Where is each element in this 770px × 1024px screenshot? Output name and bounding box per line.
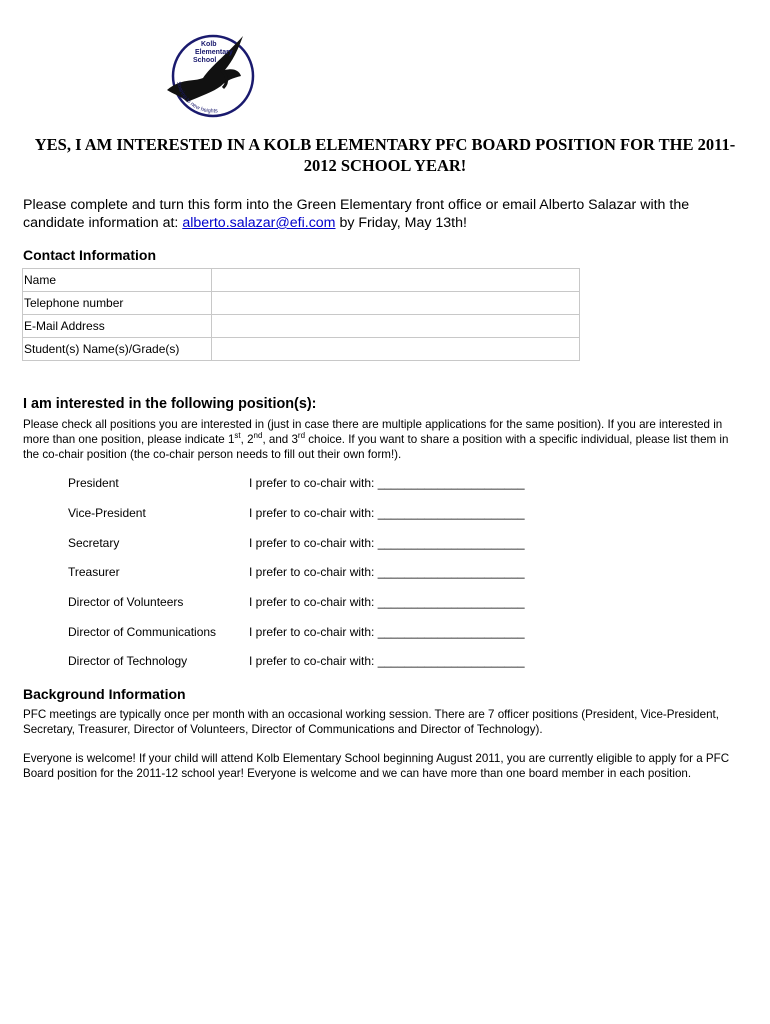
cochair-field[interactable]: I prefer to co-chair with: ______________________ <box>249 565 525 579</box>
svg-text:Soaring to new heights: Soaring to new heights <box>174 81 219 115</box>
field-label: Telephone number <box>23 292 212 315</box>
background-paragraph-2: Everyone is welcome! If your child will attend Kolb Elementary School beginning August 2011, you are currently eligible to apply for a PFC Board position for the 2011-12 school year! Everyone is welcome and we can have more than one board member in each position. <box>23 752 730 780</box>
position-label: Vice-President <box>68 506 146 520</box>
table-row <box>23 292 580 315</box>
name-field[interactable] <box>212 269 580 292</box>
contact-table <box>22 268 580 361</box>
cochair-field[interactable]: I prefer to co-chair with: ______________________ <box>249 625 525 639</box>
positions-instructions: Please check all positions you are interested in (just in case there are multiple applications for the same position). If you are interested in more than one position, please indicate 1st, 2nd, and 3rd choice. If you want to share a position with a specific individual, please list them in the co-chair position (the co-chair person needs to fill out their own form!). <box>23 418 729 461</box>
cochair-field[interactable]: I prefer to co-chair with: ______________________ <box>249 536 525 550</box>
position-label: President <box>68 476 119 490</box>
position-label: Secretary <box>68 536 120 550</box>
school-logo <box>163 30 258 120</box>
email-link[interactable]: alberto.salazar@efi.com <box>182 215 336 231</box>
email-field[interactable] <box>212 315 580 338</box>
page-title: YES, I AM INTERESTED IN A KOLB ELEMENTARY PFC BOARD POSITION FOR THE 2011-2012 SCHOOL YEAR! <box>34 135 736 175</box>
contact-heading: Contact Information <box>23 247 156 263</box>
cochair-field[interactable]: I prefer to co-chair with: ______________________ <box>249 595 525 609</box>
svg-text:Elementary: Elementary <box>195 49 233 56</box>
position-label: Director of Communications <box>68 625 217 639</box>
cochair-field[interactable]: I prefer to co-chair with: ______________________ <box>249 506 525 520</box>
background-heading: Background Information <box>23 686 186 702</box>
background-paragraph-1: PFC meetings are typically once per month with an occasional working session. There are 7 officer positions (President, Vice-President, Secretary, Treasurer, Director of Volunteers, Director of Communications and Director of Technology). <box>23 708 719 736</box>
table-row <box>23 269 580 292</box>
field-label: Name <box>23 269 212 292</box>
position-label: Treasurer <box>68 565 120 579</box>
positions-heading: I am interested in the following position(s): <box>23 396 317 412</box>
field-label: Student(s) Name(s)/Grade(s) <box>23 338 212 361</box>
position-label: Director of Technology <box>68 654 188 668</box>
svg-text:Kolb: Kolb <box>201 41 217 48</box>
telephone-field[interactable] <box>212 292 580 315</box>
field-label: E-Mail Address <box>23 315 212 338</box>
svg-text:School: School <box>193 57 217 64</box>
students-field[interactable] <box>212 338 580 361</box>
cochair-field[interactable]: I prefer to co-chair with: ______________________ <box>249 654 525 668</box>
cochair-field[interactable]: I prefer to co-chair with: ______________________ <box>249 476 525 490</box>
intro-paragraph: Please complete and turn this form into the Green Elementary front office or email Alberto Salazar with the candidate information at: alberto.salazar@efi.com by Friday, May 13th! <box>23 197 690 231</box>
table-row <box>23 338 580 361</box>
position-label: Director of Volunteers <box>68 595 184 609</box>
table-row <box>23 315 580 338</box>
